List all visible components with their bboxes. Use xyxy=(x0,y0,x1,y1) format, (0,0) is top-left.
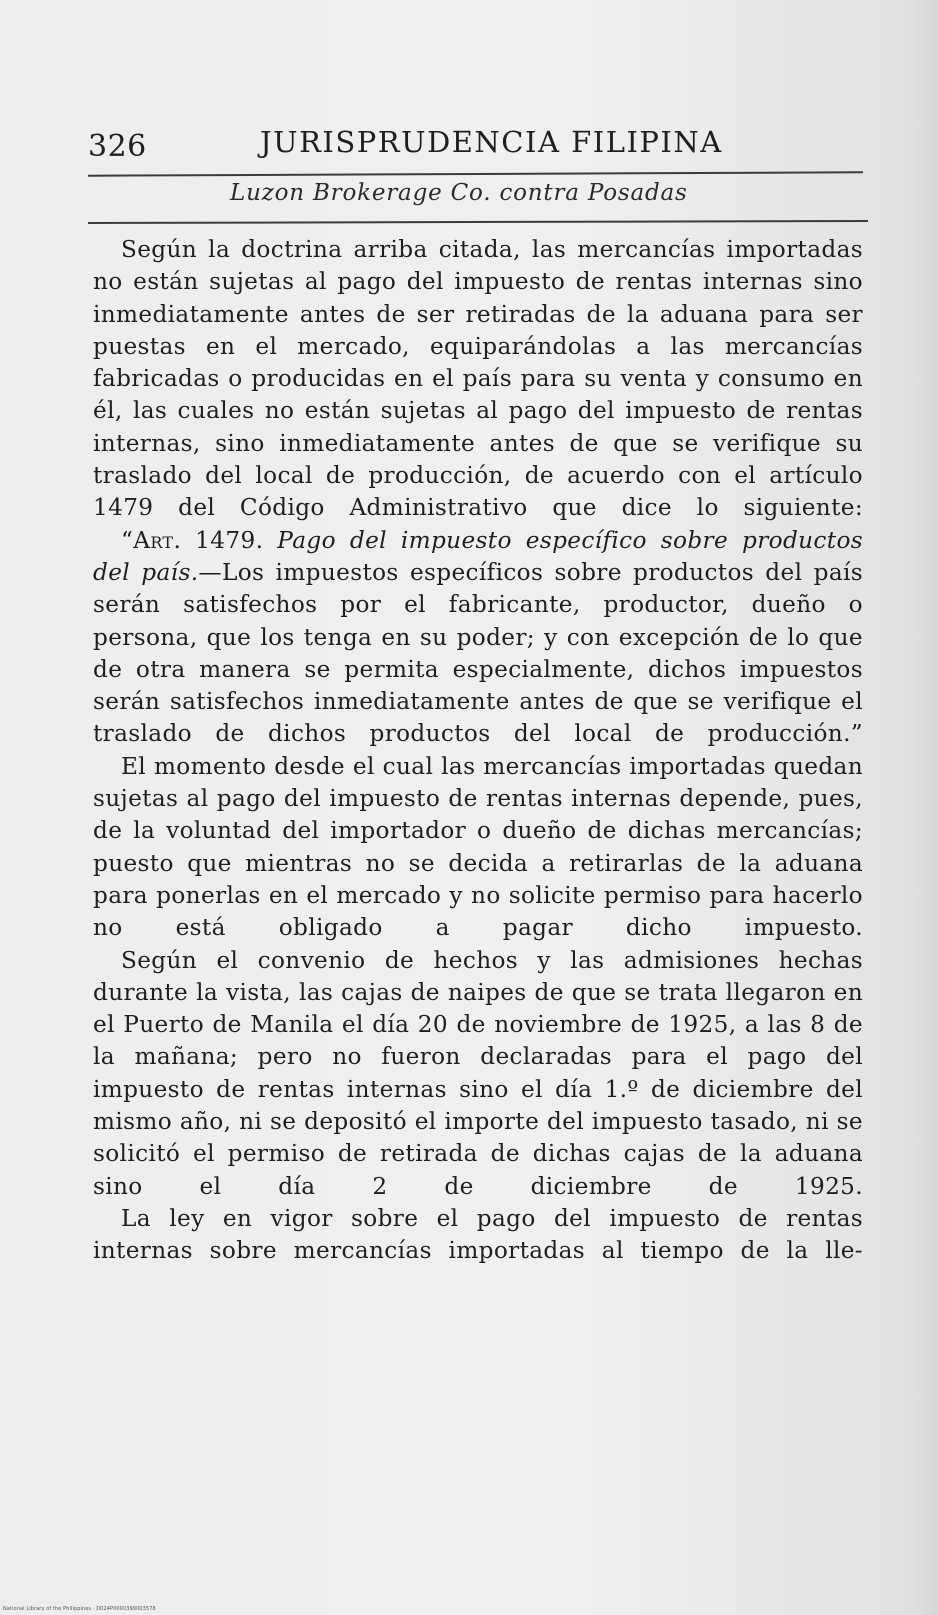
paragraph-law: La ley en vigor sobre el pago del impuesto de rentas internas sobre mercancías importadas al tiempo de la lle- xyxy=(93,1204,863,1265)
quote-open: “ xyxy=(121,526,134,554)
paragraph-article-quote xyxy=(93,525,863,751)
page-header xyxy=(88,125,868,169)
article-heading: Pago del impuesto específico sobre productos del país. xyxy=(93,526,863,586)
paragraph-doctrine: Según la doctrina arriba citada, las mercancías importadas no están sujetas al pago del impuesto de rentas internas sino inmediatamente antes de ser retiradas de la aduana para ser puestas en el mercado, equiparándolas a las mercancías fabricadas o producidas en el país para su venta y consumo en él, las cuales no están sujetas al pago del impuesto de rentas internas, sino inmediatamente antes de que se verifique su traslado del local de producción, de acuerdo con el artículo 1479 del Código Administrativo que dice lo siguiente: xyxy=(93,236,863,522)
paragraph-facts: Según el convenio de hechos y las admisiones hechas durante la vista, las cajas de naipes de que se trata llegaron en el Puerto de Manila el día 20 de noviembre de 1925, a las 8 de la mañana; pero no fueron declaradas para el pago del impuesto de rentas internas sino el día 1.º de diciembre del mismo año, ni se depositó el importe del impuesto tasado, ni se solicitó el permiso de retirada de dichas cajas de la aduana sino el día 2 de diciembre de 1925. xyxy=(93,946,863,1200)
article-label: Art. 1479. xyxy=(133,526,264,554)
case-title: Luzon Brokerage Co. contra Posadas xyxy=(230,180,688,206)
page-number: 326 xyxy=(88,129,147,164)
body-text xyxy=(93,234,863,1268)
scan-credit: National Library of the Philippines · D024P0000399003578 xyxy=(3,1606,156,1612)
header-rule-bottom xyxy=(88,220,868,224)
article-text: —Los impuestos específicos sobre productos del país serán satisfechos por el fabricante, productor, dueño o persona, que los tenga en su poder; y con excepción de lo que de otra manera se permita especialmente, dichos impuestos serán satisfechos inmediatamente antes de que se verifique el traslado de dichos productos del local de producción.” xyxy=(93,558,864,748)
running-title: JURISPRUDENCIA FILIPINA xyxy=(260,125,723,159)
paragraph-moment: El momento desde el cual las mercancías importadas quedan sujetas al pago del impuesto de rentas internas depende, pues, de la voluntad del importador o dueño de dichas mercancías; puesto que mientras no se decida a retirarlas de la aduana para ponerlas en el mercado y no solicite permiso para hacerlo no está obligado a pagar dicho impuesto. xyxy=(93,752,863,942)
header-rule-top xyxy=(88,171,863,176)
